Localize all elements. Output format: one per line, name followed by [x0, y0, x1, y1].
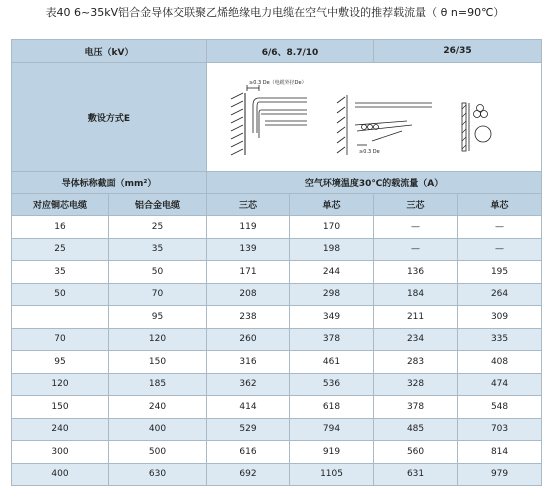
col-3core-b-header: 三芯 [374, 194, 458, 216]
copper-cell: 25 [12, 238, 109, 261]
table-row [12, 306, 542, 329]
table-row [12, 328, 542, 351]
table-row [12, 396, 542, 419]
copper-cell: 240 [12, 418, 109, 441]
three-core-a-cell: 616 [207, 441, 290, 464]
table-row [12, 351, 542, 374]
col-copper-header: 对应铜芯电缆 [12, 194, 109, 216]
three-core-b-cell: 184 [374, 283, 458, 306]
single-core-a-cell: 298 [290, 283, 374, 306]
laying-diagram-cell [207, 63, 542, 172]
table-row [12, 283, 542, 306]
single-core-a-cell: 618 [290, 396, 374, 419]
single-core-a-cell: 244 [290, 261, 374, 284]
laying-method-label: 敷设方式E [12, 63, 207, 172]
alloy-cell: 400 [109, 418, 207, 441]
ampacity-table [11, 39, 542, 486]
copper-cell: 400 [12, 463, 109, 486]
three-core-a-cell: 414 [207, 396, 290, 419]
three-core-a-cell: 238 [207, 306, 290, 329]
single-core-b-cell: 548 [458, 396, 542, 419]
table-caption: 表40 6~35kV铝合金导体交联聚乙烯绝缘电力电缆在空气中敷设的推荐载流量（ θ n=90℃） [45, 6, 505, 19]
single-core-b-cell: 195 [458, 261, 542, 284]
diagram-label-1: ≥0.3 De（电缆外径De） [249, 80, 307, 86]
three-core-a-cell: 139 [207, 238, 290, 261]
three-core-b-cell: 485 [374, 418, 458, 441]
three-core-a-cell: 529 [207, 418, 290, 441]
single-core-a-cell: 349 [290, 306, 374, 329]
col-1core-b-header: 单芯 [458, 194, 542, 216]
laying-method-diagram [207, 63, 541, 168]
col-alloy-header: 铝合金电缆 [109, 194, 207, 216]
alloy-cell: 50 [109, 261, 207, 284]
voltage-6-10-header: 6/6、8.7/10 [207, 40, 374, 63]
three-core-b-cell: 378 [374, 396, 458, 419]
three-core-b-cell: 631 [374, 463, 458, 486]
three-core-a-cell: 362 [207, 373, 290, 396]
three-core-a-cell: 260 [207, 328, 290, 351]
alloy-cell: 35 [109, 238, 207, 261]
single-core-b-cell: 814 [458, 441, 542, 464]
copper-cell: 50 [12, 283, 109, 306]
three-core-a-cell: 119 [207, 216, 290, 239]
single-core-b-cell: 264 [458, 283, 542, 306]
ampacity-header: 空气环境温度30℃的载流量（A） [207, 172, 542, 194]
alloy-cell: 70 [109, 283, 207, 306]
copper-cell: 150 [12, 396, 109, 419]
section-header: 导体标称截面（mm²） [12, 172, 207, 194]
single-core-b-cell: 309 [458, 306, 542, 329]
three-core-a-cell: 171 [207, 261, 290, 284]
three-core-b-cell: 560 [374, 441, 458, 464]
voltage-26-35-header: 26/35 [374, 40, 542, 63]
three-core-a-cell: 692 [207, 463, 290, 486]
single-core-b-cell: 474 [458, 373, 542, 396]
copper-cell: 70 [12, 328, 109, 351]
three-core-b-cell: — [374, 216, 458, 239]
col-3core-a-header: 三芯 [207, 194, 290, 216]
alloy-cell: 185 [109, 373, 207, 396]
alloy-cell: 630 [109, 463, 207, 486]
single-core-a-cell: 536 [290, 373, 374, 396]
three-core-b-cell: 328 [374, 373, 458, 396]
single-core-b-cell: 703 [458, 418, 542, 441]
three-core-a-cell: 208 [207, 283, 290, 306]
table-row [12, 463, 542, 486]
table-row [12, 216, 542, 239]
single-core-a-cell: 170 [290, 216, 374, 239]
alloy-cell: 120 [109, 328, 207, 351]
copper-cell: 95 [12, 351, 109, 374]
three-core-b-cell: — [374, 238, 458, 261]
single-core-a-cell: 794 [290, 418, 374, 441]
copper-cell: 300 [12, 441, 109, 464]
col-1core-a-header: 单芯 [290, 194, 374, 216]
alloy-cell: 150 [109, 351, 207, 374]
table-row [12, 441, 542, 464]
alloy-cell: 240 [109, 396, 207, 419]
single-core-b-cell: 408 [458, 351, 542, 374]
three-core-a-cell: 316 [207, 351, 290, 374]
single-core-a-cell: 919 [290, 441, 374, 464]
single-core-a-cell: 1105 [290, 463, 374, 486]
alloy-cell: 95 [109, 306, 207, 329]
copper-cell [12, 306, 109, 329]
single-core-b-cell: — [458, 216, 542, 239]
copper-cell: 120 [12, 373, 109, 396]
table-row [12, 418, 542, 441]
diagram-label-2: ≥0.3 De [359, 149, 380, 155]
single-core-a-cell: 198 [290, 238, 374, 261]
three-core-b-cell: 234 [374, 328, 458, 351]
single-core-b-cell: 335 [458, 328, 542, 351]
table-row [12, 238, 542, 261]
three-core-b-cell: 283 [374, 351, 458, 374]
alloy-cell: 500 [109, 441, 207, 464]
copper-cell: 16 [12, 216, 109, 239]
three-core-b-cell: 211 [374, 306, 458, 329]
voltage-header: 电压（kV） [12, 40, 207, 63]
copper-cell: 35 [12, 261, 109, 284]
table-row [12, 261, 542, 284]
single-core-b-cell: — [458, 238, 542, 261]
single-core-b-cell: 979 [458, 463, 542, 486]
single-core-a-cell: 378 [290, 328, 374, 351]
single-core-a-cell: 461 [290, 351, 374, 374]
three-core-b-cell: 136 [374, 261, 458, 284]
alloy-cell: 25 [109, 216, 207, 239]
table-row [12, 373, 542, 396]
